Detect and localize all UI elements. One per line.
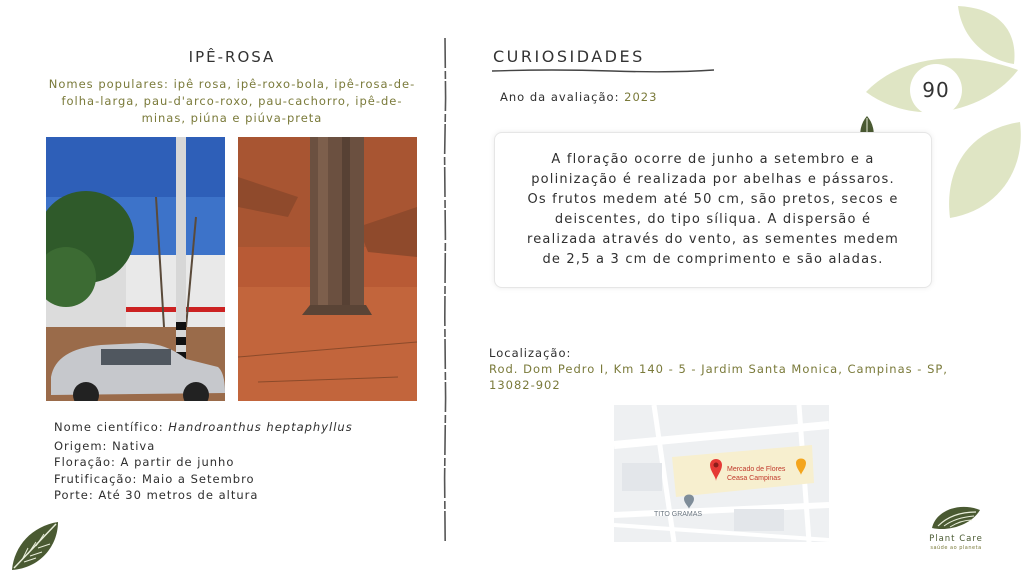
plant-care-logo-name: Plant Care [929, 534, 983, 544]
species-title: IPÊ-ROSA [188, 48, 276, 66]
map-place-1: Mercado de Flores [727, 466, 786, 473]
curiosity-line-2: polinização é realizada por abelhas e pássaros. [531, 172, 895, 187]
popular-names-line2: folha-larga, pau-d'arco-roxo, pau-cachorro, ipê-de- [61, 94, 403, 108]
species-facts [54, 419, 434, 504]
curiosities-title: CURIOSIDADES [493, 47, 645, 66]
score-badge: 90 [922, 78, 950, 102]
popular-names-label: Nomes populares: [48, 77, 169, 91]
curiosity-line-4: deiscentes, do tipo síliqua. A dispersão é [554, 212, 872, 227]
photo-tree-street [46, 137, 225, 401]
evaluation-year-value: 2023 [624, 90, 658, 104]
title-underline [492, 68, 714, 74]
location-map[interactable] [614, 405, 829, 542]
scientific-name-value: Handroanthus heptaphyllus [168, 420, 353, 434]
curiosity-line-5: realizada através do vento, as sementes medem [526, 232, 900, 247]
curiosity-box [494, 132, 932, 288]
size-text: Porte: Até 30 metros de altura [54, 488, 259, 502]
map-place-label-market [727, 465, 785, 483]
plant-care-logo-tagline: saúde ao planeta [930, 545, 982, 551]
location-block [489, 345, 959, 393]
evaluation-year [500, 89, 657, 106]
fruiting-text: Frutificação: Maio a Setembro [54, 471, 255, 486]
popular-names [30, 76, 434, 127]
map-place-label-tito: TITO GRAMAS [654, 511, 703, 518]
map-graphic [614, 405, 829, 542]
location-label: Localização: [489, 346, 572, 360]
photo-tree-trunk [238, 137, 417, 401]
popular-names-line1: ipê rosa, ipê-roxo-bola, ipê-rosa-de- [173, 77, 416, 91]
origin-text: Origem: Nativa [54, 438, 156, 453]
location-address-line2: 13082-902 [489, 378, 561, 392]
location-address-line1: Rod. Dom Pedro I, Km 140 - 5 - Jardim Santa Monica, Campinas - SP, [489, 362, 948, 376]
leaf-decoration-bottom-left [8, 518, 64, 574]
popular-names-line3: minas, piúna e piúva-preta [141, 111, 323, 125]
curiosity-line-1: A floração ocorre de junho a setembro e a [551, 152, 875, 167]
map-place-2: Ceasa Campinas [727, 475, 781, 482]
flowering-text: Floração: A partir de junho [54, 455, 235, 469]
plant-care-logo-icon [930, 502, 982, 532]
curiosity-line-6: de 2,5 a 3 cm de comprimento e são aladas. [542, 252, 884, 267]
scientific-name-label: Nome científico: [54, 420, 164, 434]
curiosity-line-3: Os frutos medem até 50 cm, são pretos, secos e [527, 192, 899, 207]
column-divider [443, 38, 447, 544]
evaluation-year-label: Ano da avaliação: [500, 90, 620, 104]
